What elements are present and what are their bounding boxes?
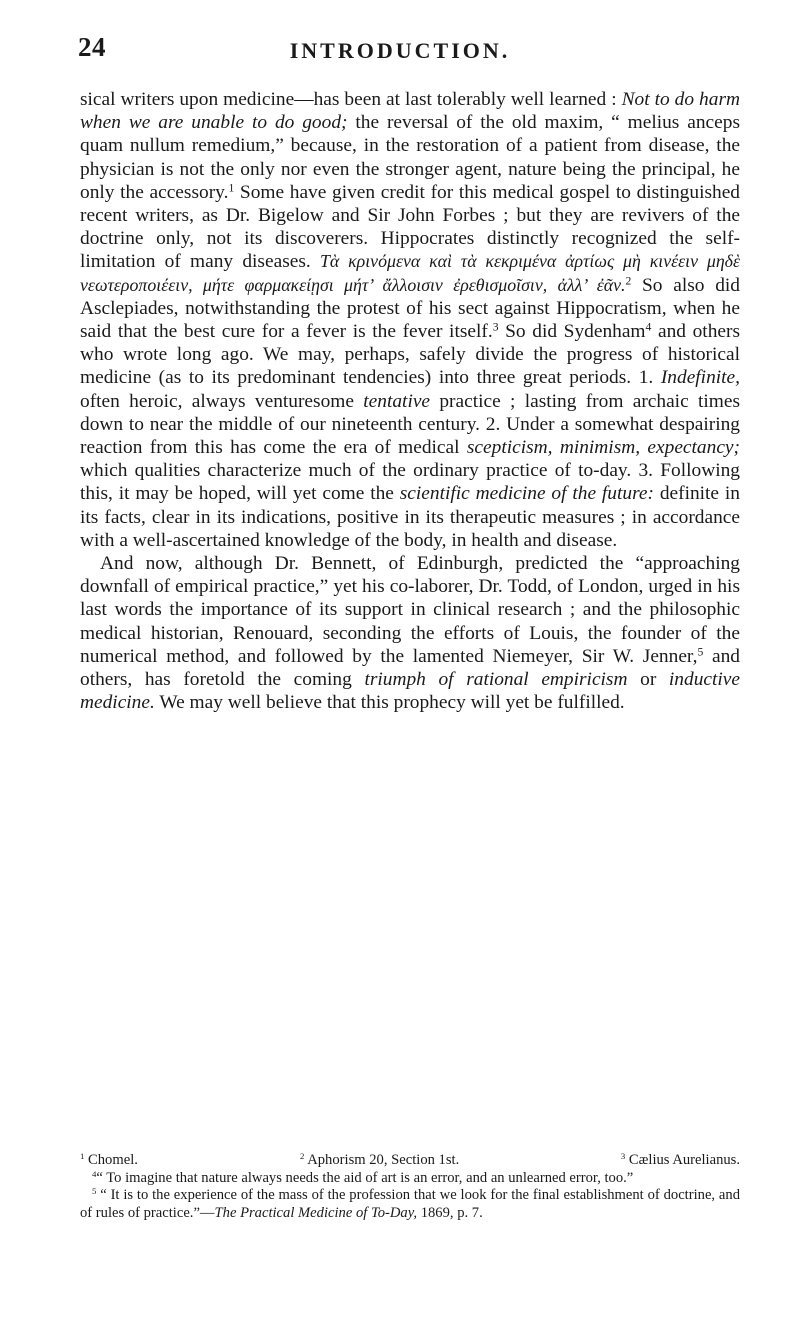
footnote-5: $^5$ “ It is to the experience of the mass of the profession that we look for the final establishment of doctrine, and of rules of practice.”—The Practical Medicine of To-Day, 1869, p. 7. xyxy=(80,1186,740,1221)
footnote-5-source: The Practical Medicine of To-Day, xyxy=(214,1204,418,1221)
footnote-1: $^1$ Chomel. xyxy=(80,1151,138,1168)
running-head: INTRODUCTION. xyxy=(289,38,511,63)
page-header xyxy=(78,32,722,66)
maxim-emphasis: Not to do harm when we are unable to do good; xyxy=(80,89,741,134)
footnote-4: $^4$“ To imagine that nature always needs the aid of art is an error, and an unlearned error, too.” xyxy=(92,1168,634,1186)
footnote-2: $^2$ Aphorism 20, Section 1st. xyxy=(300,1151,460,1168)
footnote-ref-4: 4 xyxy=(645,320,652,334)
body-text xyxy=(80,88,740,714)
greek-quotation: Τὰ κρινόμενα καὶ τὰ κεκριμένα ἀρτίως μὴ κινέειν μηδὲ νεωτεροποιέειν, μήτε φαρμακείῃσι μήτ’ ἄλλοισιν ἐρεθισμοῖσιν, ἀλλ’ ἐᾶν. xyxy=(80,251,740,295)
paragraph-2: And now, although Dr. Bennett, of Edinburgh, predicted the “approaching downfall of empirical practice,” yet his co-laborer, Dr. Todd, of London, urged in his last words the importance of its support in clinical research ; and the philosophic medical historian, Renouard, seconding the efforts of Louis, the founder of the numerical method, and followed by the lamented Niemeyer, Sir W. Jenner,$^5$ and others, has foretold the coming triumph of rational empiricism or inductive medicine. We may well believe that this prophecy will yet be fulfilled. xyxy=(80,553,740,714)
footnote-ref-3: 3 xyxy=(492,320,499,334)
footnotes xyxy=(80,1152,740,1222)
footnote-3: $^3$ Cælius Aurelianus. xyxy=(620,1151,740,1168)
page-number: 24 xyxy=(78,32,106,62)
paragraph-1: sical writers upon medicine—has been at last tolerably well learned : Not to do harm when we are unable to do good; the reversal of the old maxim, “ melius anceps quam nullum remedium,” because, in the restoration of a patient from disease, the physician is not the only nor even the stronger agent, nature being the principal, he only the accessory.$^1$ Some have given credit for this medical gospel to distinguished recent writers, as Dr. Bigelow and Sir John Forbes ; but they are revivers of the doctrine only, not its discoverers. Hippocrates distinctly recognized the self-limitation of many diseases. Τὰ κρινόμενα καὶ τὰ κεκριμένα ἀρτίως μὴ κινέειν μηδὲ νεωτεροποιέειν, μήτε φαρμακείῃσι μήτ’ ἄλλοισιν ἐρεθισμοῖσιν, ἀλλ’ ἐᾶν.$^2$ So also did Asclepiades, notwithstanding the protest of his sect against Hippocratism, when he said that the best cure for a fever is the fever itself.$^3$ So did Sydenham$^4$ and others who wrote long ago. We may, perhaps, safely divide the progress of historical medicine (as to its predominant tendencies) into three great periods. 1. Indefinite, often heroic, always venturesome tentative practice ; lasting from archaic times down to near the middle of our nineteenth century. 2. Under a somewhat despairing reaction from this has come the era of medical scepticism, minimism, expectancy; which qualities characterize much of the ordinary practice of to-day. 3. Following this, it may be hoped, will yet come the scientific medicine of the future: definite in its facts, clear in its indications, positive in its therapeutic measures ; in accordance with a well-ascertained knowledge of the body, in health and disease. xyxy=(80,89,741,551)
footnote-ref-2: 2 xyxy=(625,274,632,288)
footnote-ref-5: 5 xyxy=(697,645,704,659)
footnote-row-1-3 xyxy=(80,1152,740,1170)
footnote-ref-1: 1 xyxy=(228,181,235,195)
